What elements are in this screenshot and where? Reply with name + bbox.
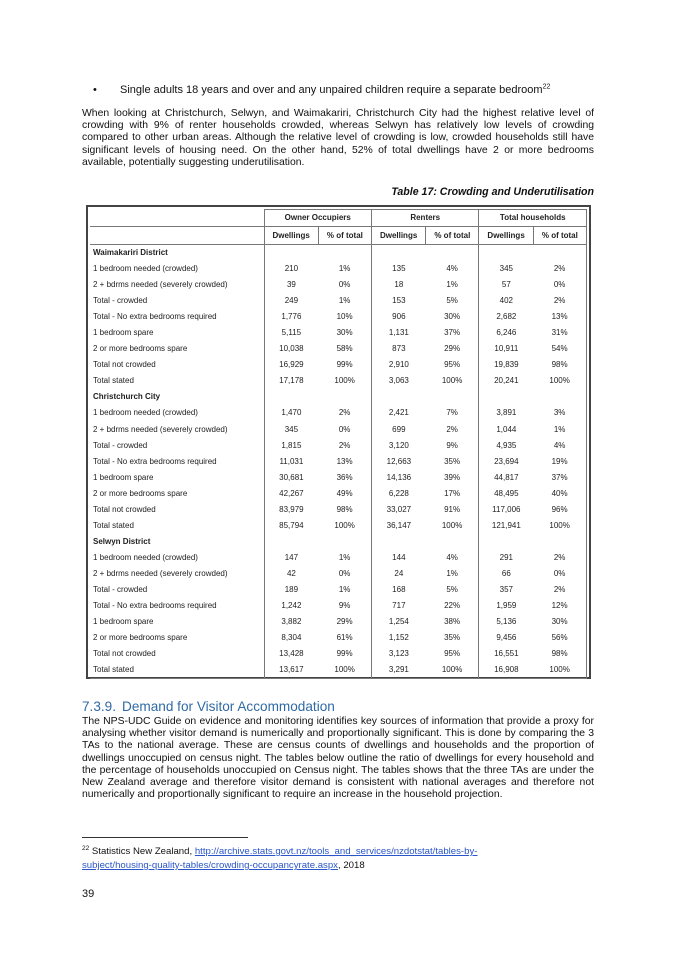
empty-cell bbox=[264, 245, 318, 262]
footnote-source: Statistics New Zealand, bbox=[91, 846, 195, 857]
dwellings-cell: 44,817 bbox=[494, 472, 519, 482]
percent-cell: 39% bbox=[426, 470, 479, 486]
empty-cell bbox=[371, 534, 425, 550]
percent-cell: 49% bbox=[318, 486, 371, 502]
row-label: 1 bedroom needed (crowded) bbox=[90, 550, 264, 566]
table-row bbox=[90, 486, 587, 502]
empty-cell bbox=[426, 245, 479, 262]
table-row bbox=[90, 261, 587, 277]
empty-cell bbox=[264, 534, 318, 550]
row-label: Total - crowded bbox=[90, 582, 264, 598]
percent-cell: 4% bbox=[426, 550, 479, 566]
percent-cell: 3% bbox=[533, 405, 586, 421]
dwellings-cell: 121,941 bbox=[491, 520, 521, 530]
column-header: Dwellings bbox=[479, 227, 533, 245]
dwellings-cell: 12,663 bbox=[386, 456, 412, 466]
percent-cell: 5% bbox=[426, 582, 479, 598]
percent-cell: 19% bbox=[533, 454, 586, 470]
percent-cell: 58% bbox=[318, 341, 371, 357]
dwellings-cell: 18 bbox=[394, 280, 404, 290]
percent-cell: 7% bbox=[426, 405, 479, 421]
percent-cell: 95% bbox=[426, 357, 479, 373]
percent-cell: 30% bbox=[318, 325, 371, 341]
percent-cell: 1% bbox=[318, 550, 371, 566]
percent-cell: 54% bbox=[533, 341, 586, 357]
percent-cell: 12% bbox=[533, 598, 586, 614]
empty-cell bbox=[479, 534, 533, 550]
row-label: 1 bedroom spare bbox=[90, 614, 264, 630]
footnote-divider bbox=[82, 837, 248, 838]
percent-cell: 2% bbox=[533, 261, 586, 277]
table-row bbox=[90, 582, 587, 598]
row-label: Total - No extra bedrooms required bbox=[90, 598, 264, 614]
percent-cell: 38% bbox=[426, 614, 479, 630]
dwellings-cell: 16,551 bbox=[494, 649, 519, 659]
percent-cell: 1% bbox=[318, 293, 371, 309]
percent-cell: 100% bbox=[318, 373, 371, 389]
row-label: 2 or more bedrooms spare bbox=[90, 630, 264, 646]
dwellings-cell: 3,882 bbox=[281, 617, 302, 627]
column-header: % of total bbox=[426, 227, 479, 245]
dwellings-cell: 117,006 bbox=[492, 504, 521, 514]
row-label: Total not crowded bbox=[90, 502, 264, 518]
row-label: Total - crowded bbox=[90, 293, 264, 309]
dwellings-cell: 8,304 bbox=[281, 633, 302, 643]
footnote-ref[interactable]: 22 bbox=[542, 83, 551, 91]
row-label: Total - crowded bbox=[90, 438, 264, 454]
percent-cell: 4% bbox=[426, 261, 479, 277]
row-label: Total stated bbox=[90, 518, 264, 534]
table-row bbox=[90, 405, 587, 421]
percent-cell: 100% bbox=[426, 518, 479, 534]
row-label: 2 + bdrms needed (severely crowded) bbox=[90, 422, 264, 438]
percent-cell: 91% bbox=[426, 502, 479, 518]
dwellings-cell: 14,136 bbox=[386, 472, 412, 482]
dwellings-cell: 1,131 bbox=[388, 328, 409, 338]
percent-cell: 10% bbox=[318, 309, 371, 325]
dwellings-cell: 33,027 bbox=[386, 504, 412, 514]
table-corner bbox=[90, 227, 264, 245]
footnote-year: , 2018 bbox=[337, 860, 365, 871]
dwellings-cell: 249 bbox=[284, 296, 299, 306]
row-label: 2 + bdrms needed (severely crowded) bbox=[90, 277, 264, 293]
percent-cell: 100% bbox=[533, 662, 586, 679]
dwellings-cell: 1,044 bbox=[496, 424, 517, 434]
dwellings-cell: 153 bbox=[392, 296, 406, 306]
table-subheader-row bbox=[90, 227, 587, 245]
empty-cell bbox=[371, 389, 425, 405]
table-body bbox=[90, 245, 587, 679]
table-row bbox=[90, 357, 587, 373]
percent-cell: 31% bbox=[533, 325, 586, 341]
percent-cell: 1% bbox=[426, 277, 479, 293]
dwellings-cell: 1,959 bbox=[496, 601, 517, 611]
dwellings-cell: 39 bbox=[286, 280, 296, 290]
percent-cell: 17% bbox=[426, 486, 479, 502]
dwellings-cell: 36,147 bbox=[386, 520, 412, 530]
dwellings-cell: 42,267 bbox=[279, 488, 304, 498]
dwellings-cell: 5,136 bbox=[496, 617, 517, 627]
percent-cell: 100% bbox=[426, 373, 479, 389]
dwellings-cell: 42 bbox=[286, 568, 296, 578]
empty-cell bbox=[479, 389, 533, 405]
percent-cell: 1% bbox=[533, 422, 586, 438]
bullet-symbol: • bbox=[93, 84, 97, 96]
footnote-link-continued[interactable]: subject/housing-quality-tables/crowding-occupancyrate.aspx bbox=[82, 860, 338, 871]
percent-cell: 61% bbox=[318, 630, 371, 646]
dwellings-cell: 210 bbox=[284, 264, 299, 274]
dwellings-cell: 1,815 bbox=[281, 440, 302, 450]
bullet-text-content: Single adults 18 years and over and any unpaired children require a separate bedroom bbox=[120, 84, 543, 96]
table-row bbox=[90, 422, 587, 438]
row-label: Total not crowded bbox=[90, 357, 264, 373]
empty-cell bbox=[533, 245, 586, 262]
percent-cell: 98% bbox=[533, 357, 586, 373]
table-row bbox=[90, 341, 587, 357]
percent-cell: 1% bbox=[318, 261, 371, 277]
dwellings-cell: 30,681 bbox=[279, 472, 304, 482]
percent-cell: 99% bbox=[318, 357, 371, 373]
dwellings-cell: 3,063 bbox=[388, 376, 409, 386]
dwellings-cell: 83,979 bbox=[279, 504, 304, 514]
section-number: 7.3.9. bbox=[82, 699, 117, 714]
row-label: Total stated bbox=[90, 662, 264, 679]
section-name: Waimakariri District bbox=[90, 245, 264, 262]
dwellings-cell: 135 bbox=[392, 264, 406, 274]
percent-cell: 2% bbox=[318, 438, 371, 454]
group-header: Total households bbox=[479, 210, 587, 227]
percent-cell: 100% bbox=[318, 518, 371, 534]
column-header: Dwellings bbox=[264, 227, 318, 245]
dwellings-cell: 168 bbox=[392, 585, 406, 594]
empty-cell bbox=[533, 534, 586, 550]
dwellings-cell: 2,682 bbox=[496, 312, 517, 322]
dwellings-cell: 24 bbox=[394, 568, 404, 578]
percent-cell: 2% bbox=[533, 582, 586, 598]
percent-cell: 99% bbox=[318, 646, 371, 662]
dwellings-cell: 1,470 bbox=[281, 408, 302, 418]
visitor-demand-paragraph: The NPS-UDC Guide on evidence and monitoring identifies key sources of information that provide a proxy for analysing whether visitor demand is numerically and proportionally significant. This is done by comparing the 3 TAs to the national average. These are census counts of dwellings and households and the proportion of dwellings unoccupied on census night. The tables below outline the ratio of dwellings for every household and the percentage of households unoccupied on Census night. The tables shows that the three TAs are under the New Zealand average and therefore visitor demand is consistent with national averages and therefore not numerically and proportionally significant to require an increase in the household projection. bbox=[82, 716, 594, 801]
dwellings-cell: 873 bbox=[392, 344, 406, 354]
dwellings-cell: 357 bbox=[499, 585, 514, 594]
dwellings-cell: 5,115 bbox=[281, 328, 302, 338]
percent-cell: 37% bbox=[533, 470, 586, 486]
row-label: 2 or more bedrooms spare bbox=[90, 341, 264, 357]
percent-cell: 2% bbox=[426, 422, 479, 438]
dwellings-cell: 16,908 bbox=[479, 662, 533, 679]
footnote bbox=[82, 845, 602, 873]
percent-cell: 13% bbox=[533, 309, 586, 325]
table-group-header-row bbox=[90, 210, 587, 227]
percent-cell: 2% bbox=[533, 550, 586, 566]
percent-cell: 56% bbox=[533, 630, 586, 646]
dwellings-cell: 717 bbox=[392, 601, 406, 611]
table-row bbox=[90, 309, 587, 325]
dwellings-cell: 345 bbox=[284, 424, 299, 434]
row-label: 1 bedroom needed (crowded) bbox=[90, 405, 264, 421]
dwellings-cell: 23,694 bbox=[494, 456, 519, 466]
empty-cell bbox=[318, 245, 371, 262]
empty-cell bbox=[426, 389, 479, 405]
table-row bbox=[90, 470, 587, 486]
percent-cell: 100% bbox=[426, 662, 479, 679]
percent-cell: 29% bbox=[318, 614, 371, 630]
dwellings-cell: 1,242 bbox=[281, 601, 302, 611]
empty-cell bbox=[318, 389, 371, 405]
table-row bbox=[90, 293, 587, 309]
table-section-row bbox=[90, 245, 587, 262]
dwellings-cell: 3,120 bbox=[388, 440, 409, 450]
dwellings-cell: 699 bbox=[392, 424, 406, 434]
footnote-number: 22 bbox=[82, 844, 90, 852]
footnote-link[interactable]: http://archive.stats.govt.nz/tools_and_services/nzdotstat/tables-by- bbox=[194, 846, 478, 857]
dwellings-cell: 402 bbox=[499, 296, 514, 306]
dwellings-cell: 345 bbox=[499, 264, 514, 274]
percent-cell: 4% bbox=[533, 438, 586, 454]
dwellings-cell: 10,911 bbox=[494, 344, 519, 354]
dwellings-cell: 1,254 bbox=[388, 617, 409, 627]
section-heading bbox=[82, 699, 335, 714]
percent-cell: 96% bbox=[533, 502, 586, 518]
bullet-text bbox=[120, 83, 550, 97]
percent-cell: 36% bbox=[318, 470, 371, 486]
table-section-row bbox=[90, 534, 587, 550]
dwellings-cell: 1,776 bbox=[281, 312, 302, 322]
percent-cell: 2% bbox=[318, 405, 371, 421]
dwellings-cell: 6,228 bbox=[388, 488, 409, 498]
table-row bbox=[90, 325, 587, 341]
dwellings-cell: 144 bbox=[392, 552, 406, 562]
table-row bbox=[90, 662, 587, 679]
dwellings-cell: 3,123 bbox=[388, 649, 409, 659]
dwellings-cell: 4,935 bbox=[496, 440, 517, 450]
dwellings-cell: 57 bbox=[501, 280, 511, 290]
dwellings-cell: 3,891 bbox=[496, 408, 517, 418]
empty-cell bbox=[533, 389, 586, 405]
empty-cell bbox=[426, 534, 479, 550]
dwellings-cell: 85,794 bbox=[279, 520, 304, 530]
row-label: 1 bedroom spare bbox=[90, 470, 264, 486]
dwellings-cell: 9,456 bbox=[496, 633, 517, 643]
empty-cell bbox=[371, 245, 425, 262]
dwellings-cell: 48,495 bbox=[494, 488, 519, 498]
section-title: Demand for Visitor Accommodation bbox=[122, 699, 335, 714]
row-label: Total not crowded bbox=[90, 646, 264, 662]
dwellings-cell: 291 bbox=[499, 552, 514, 562]
table-row bbox=[90, 614, 587, 630]
table-corner bbox=[90, 210, 264, 227]
row-label: 2 or more bedrooms spare bbox=[90, 486, 264, 502]
table-row bbox=[90, 373, 587, 389]
table-row bbox=[90, 454, 587, 470]
percent-cell: 0% bbox=[533, 566, 586, 582]
percent-cell: 100% bbox=[533, 373, 586, 389]
dwellings-cell: 66 bbox=[501, 568, 511, 578]
percent-cell: 35% bbox=[426, 630, 479, 646]
empty-cell bbox=[264, 389, 318, 405]
percent-cell: 9% bbox=[318, 598, 371, 614]
table-row bbox=[90, 277, 587, 293]
percent-cell: 98% bbox=[533, 646, 586, 662]
crowding-paragraph: When looking at Christchurch, Selwyn, and Waimakariri, Christchurch City had the highest relative level of crowding with 9% of renter households crowded, whereas Selwyn has relatively low levels of crowding compared to other urban areas. Although the relative level of crowding is low, crowded households still have significant levels of housing need. On the other hand, 52% of total dwellings have 2 or more bedrooms available, potentially suggesting underutilisation. bbox=[82, 108, 594, 168]
group-header: Renters bbox=[371, 210, 478, 227]
percent-cell: 5% bbox=[426, 293, 479, 309]
empty-cell bbox=[318, 534, 371, 550]
percent-cell: 0% bbox=[318, 566, 371, 582]
dwellings-cell: 906 bbox=[392, 312, 406, 322]
dwellings-cell: 17,178 bbox=[279, 376, 304, 386]
percent-cell: 0% bbox=[533, 277, 586, 293]
dwellings-cell: 147 bbox=[284, 552, 299, 562]
row-label: Total - No extra bedrooms required bbox=[90, 309, 264, 325]
row-label: 2 + bdrms needed (severely crowded) bbox=[90, 566, 264, 582]
dwellings-cell: 20,241 bbox=[494, 376, 519, 386]
percent-cell: 22% bbox=[426, 598, 479, 614]
percent-cell: 29% bbox=[426, 341, 479, 357]
column-header: % of total bbox=[533, 227, 586, 245]
table-row bbox=[90, 502, 587, 518]
percent-cell: 1% bbox=[426, 566, 479, 582]
empty-cell bbox=[479, 245, 533, 262]
row-label: Total stated bbox=[90, 373, 264, 389]
crowding-table bbox=[90, 209, 587, 679]
percent-cell: 100% bbox=[533, 518, 586, 534]
percent-cell: 37% bbox=[426, 325, 479, 341]
column-header: % of total bbox=[318, 227, 371, 245]
table-row bbox=[90, 438, 587, 454]
dwellings-cell: 2,910 bbox=[388, 360, 409, 370]
dwellings-cell: 19,839 bbox=[494, 360, 519, 370]
page-number: 39 bbox=[82, 888, 95, 900]
table-section-row bbox=[90, 389, 587, 405]
dwellings-cell: 13,617 bbox=[264, 662, 318, 679]
table-row bbox=[90, 646, 587, 662]
percent-cell: 98% bbox=[318, 502, 371, 518]
table-row bbox=[90, 630, 587, 646]
dwellings-cell: 6,246 bbox=[496, 328, 517, 338]
percent-cell: 0% bbox=[318, 422, 371, 438]
percent-cell: 2% bbox=[533, 293, 586, 309]
percent-cell: 40% bbox=[533, 486, 586, 502]
row-label: Total - No extra bedrooms required bbox=[90, 454, 264, 470]
percent-cell: 0% bbox=[318, 277, 371, 293]
dwellings-cell: 10,038 bbox=[279, 344, 304, 354]
table-row bbox=[90, 518, 587, 534]
dwellings-cell: 1,152 bbox=[388, 633, 409, 643]
percent-cell: 95% bbox=[426, 646, 479, 662]
table-row bbox=[90, 598, 587, 614]
group-header: Owner Occupiers bbox=[264, 210, 371, 227]
percent-cell: 30% bbox=[533, 614, 586, 630]
percent-cell: 13% bbox=[318, 454, 371, 470]
dwellings-cell: 189 bbox=[284, 585, 299, 594]
percent-cell: 35% bbox=[426, 454, 479, 470]
percent-cell: 9% bbox=[426, 438, 479, 454]
crowding-table-frame bbox=[86, 205, 591, 679]
percent-cell: 30% bbox=[426, 309, 479, 325]
dwellings-cell: 2,421 bbox=[388, 408, 409, 418]
table-caption: Table 17: Crowding and Underutilisation bbox=[391, 186, 594, 198]
dwellings-cell: 13,428 bbox=[279, 649, 304, 659]
dwellings-cell: 16,929 bbox=[279, 360, 304, 370]
dwellings-cell: 11,031 bbox=[279, 456, 304, 466]
percent-cell: 100% bbox=[318, 662, 371, 679]
table-row bbox=[90, 566, 587, 582]
column-header: Dwellings bbox=[371, 227, 425, 245]
row-label: 1 bedroom needed (crowded) bbox=[90, 261, 264, 277]
section-name: Christchurch City bbox=[90, 389, 264, 405]
table-row bbox=[90, 550, 587, 566]
section-name: Selwyn District bbox=[90, 534, 264, 550]
dwellings-cell: 3,291 bbox=[371, 662, 425, 679]
row-label: 1 bedroom spare bbox=[90, 325, 264, 341]
percent-cell: 1% bbox=[318, 582, 371, 598]
